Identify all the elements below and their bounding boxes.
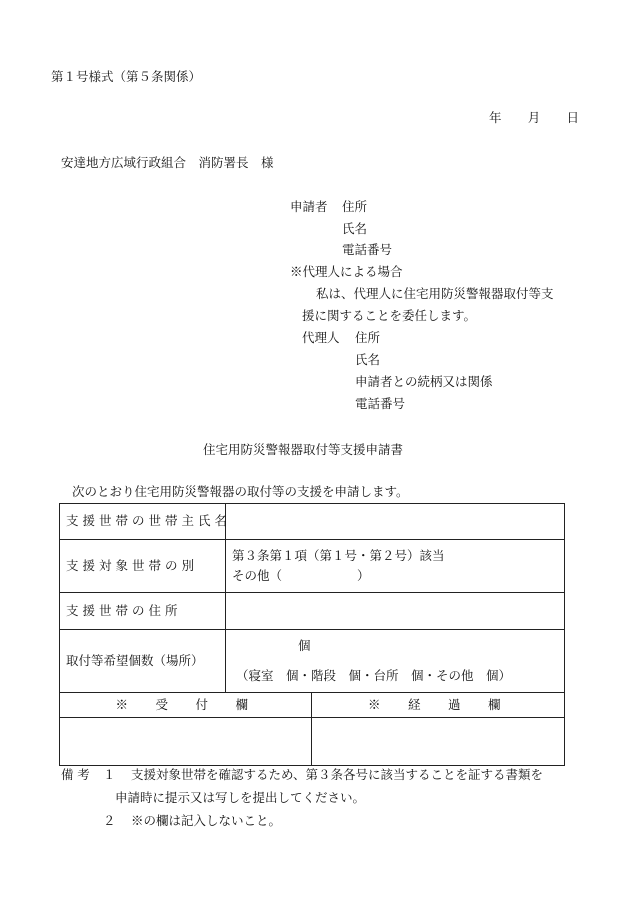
note-1-line-2: 申請時に提示又は写しを提出してください。 xyxy=(115,790,366,805)
applicant-name-label: 氏名 xyxy=(342,221,368,236)
reception-field[interactable] xyxy=(60,718,312,766)
application-table xyxy=(59,503,565,766)
category-article3-option: 第３条第１項（第１号・第２号）該当 xyxy=(232,548,445,563)
household-head-name-label: 支援世帯の世帯主氏名 xyxy=(60,504,226,540)
notes-label: 備考 xyxy=(61,767,94,782)
household-head-name-field[interactable] xyxy=(226,504,565,540)
delegation-line-1: 私は、代理人に住宅用防災警報器取付等支 xyxy=(316,286,554,301)
proxy-heading: ※代理人による場合 xyxy=(290,264,403,279)
proxy-phone-label: 電話番号 xyxy=(355,396,406,411)
table-row xyxy=(60,540,565,593)
note-1-number: １ xyxy=(103,767,116,782)
table-row xyxy=(60,593,565,630)
note-2-number: ２ xyxy=(103,813,116,828)
household-address-field[interactable] xyxy=(226,593,565,630)
applicant-address-label: 住所 xyxy=(342,199,368,214)
progress-header: ※ 経 過 欄 xyxy=(312,693,565,718)
applicant-label: 申請者 xyxy=(290,199,328,214)
table-row xyxy=(60,630,565,693)
proxy-address-label: 住所 xyxy=(355,330,381,345)
delegation-line-2: 援に関することを委任します。 xyxy=(302,308,477,323)
proxy-relationship-label: 申請者との続柄又は関係 xyxy=(355,374,493,389)
table-row xyxy=(60,718,565,766)
proxy-name-label: 氏名 xyxy=(355,352,381,367)
intro-text: 次のとおり住宅用防災警報器の取付等の支援を申請します。 xyxy=(72,484,409,499)
addressee: 安達地方広域行政組合 消防署長 様 xyxy=(61,155,274,170)
location-breakdown: （寝室 個・階段 個・台所 個・その他 個） xyxy=(236,668,512,683)
support-category-label: 支援対象世帯の別 xyxy=(60,540,226,593)
reception-header: ※ 受 付 欄 xyxy=(60,693,312,718)
form-number: 第１号様式（第５条関係） xyxy=(51,69,202,84)
count-unit: 個 xyxy=(298,637,311,653)
date-line: 年 月 日 xyxy=(489,110,586,125)
table-row xyxy=(60,504,565,540)
desired-count-label: 取付等希望個数（場所） xyxy=(60,630,226,693)
document-title: 住宅用防災警報器取付等支援申請書 xyxy=(203,442,404,457)
progress-field[interactable] xyxy=(312,718,565,766)
household-address-label: 支援世帯の住所 xyxy=(60,593,226,630)
note-1-line-1: 支援対象世帯を確認するため、第３条各号に該当することを証する書類を xyxy=(131,767,544,782)
applicant-phone-label: 電話番号 xyxy=(342,242,393,257)
support-category-field[interactable] xyxy=(226,540,565,593)
category-other-option: その他（ ） xyxy=(232,567,370,583)
desired-count-field[interactable] xyxy=(226,630,565,693)
table-row xyxy=(60,693,565,718)
note-2-text: ※の欄は記入しないこと。 xyxy=(131,813,282,828)
proxy-label: 代理人 xyxy=(302,330,340,345)
